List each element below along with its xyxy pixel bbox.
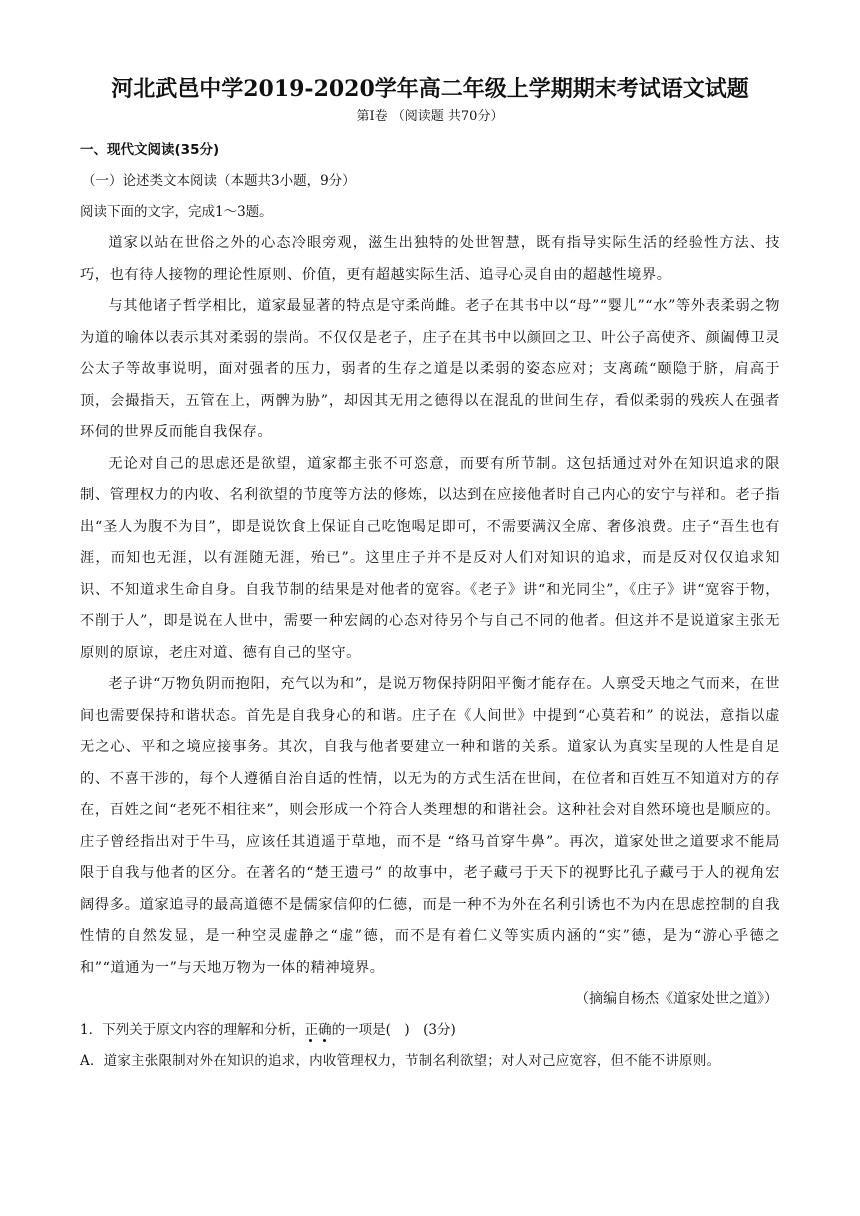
question-1-suffix: 的一项是( ) (3分) (331, 1022, 456, 1038)
section-heading: 一、现代文阅读(35分) (80, 142, 220, 158)
passage-source: （摘编自杨杰《道家处世之道》） (575, 991, 778, 1007)
exam-title: 河北武邑中学2019-2020学年高二年级上学期期末考试语文试题 (111, 76, 749, 102)
passage-paragraph-2: 与其他诸子哲学相比，道家最显著的特点是守柔尚雌。老子在其书中以“母”“婴儿”“水”等外表柔弱之物为道的喻体以表示其对柔弱的崇尚。不仅仅是老子，庄子在其书中以颜回之卫、叶公子高使齐、颜阖傅卫灵公太子等故事说明，面对强者的压力，弱者的生存之道是以柔弱的姿态应对；支离疏“颐隐于脐，肩高于顶，会撮指天，五管在上，两髀为胁”，却因其无用之德得以在混乱的世间生存，看似柔弱的残疾人在强者环伺的世界反而能自我保存。 (80, 298, 780, 440)
volume-subtitle: 第Ⅰ卷 （阅读题 共70分） (356, 109, 504, 124)
subsection-heading: （一）论述类文本阅读（本题共3小题，9分） (82, 173, 356, 189)
reading-instruction: 阅读下面的文字，完成1～3题。 (80, 204, 273, 220)
question-1-prefix: 1．下列关于原文内容的理解和分析， (80, 1022, 305, 1038)
passage (80, 228, 780, 1015)
exam-page (80, 72, 780, 1077)
question-1-stem (80, 1015, 780, 1046)
passage-paragraph-1: 道家以站在世俗之外的心态冷眼旁观，滋生出独特的处世智慧，既有指导实际生活的经验性方法、技巧，也有待人接物的理论性原则、价值，更有超越实际生活、追寻心灵自由的超越性境界。 (80, 235, 780, 283)
passage-paragraph-4: 老子讲“万物负阴而抱阳，充气以为和”，是说万物保持阴阳平衡才能存在。人禀受天地之气而来，在世间也需要保持和谐状态。首先是自我身心的和谐。庄子在《人间世》中提到“心莫若和” 的说法，意指以虚无之心、平和之境应接事务。其次，自我与他者要建立一种和谐的关系。道家认为真实呈现的人性是自足的、不喜干涉的，每个人遵循自治自适的性情，以无为的方式生活在世间，在位者和百姓互不知道对方的存在，百姓之间“老死不相往来”，则会形成一个符合人类理想的和谐社会。这种社会对自然环境也是顺应的。庄子曾经指出对于牛马，应该任其逍遥于草地，而不是 “络马首穿牛鼻”。再次，道家处世之道要求不能局限于自我与他者的区分。在著名的“楚王遗弓” 的故事中，老子藏弓于天下的视野比孔子藏弓于人的视角宏阔得多。道家追寻的最高道德不是儒家信仰的仁德，而是一种不为外在名利引诱也不为内在思虑控制的自我性情的自然发显，是一种空灵虚静之“虚”德，而不是有着仁义等实质内涵的“实”德，是为“游心乎德之和”“道通为一”与天地万物为一体的精神境界。 (80, 676, 780, 976)
emphasis-char-que: 确 (318, 1022, 332, 1038)
question-1-option-a: A．道家主张限制对外在知识的追求，内收管理权力，节制名利欲望；对人对己应宽容，但不能不讲原则。 (80, 1053, 721, 1069)
passage-paragraph-3: 无论对自己的思虑还是欲望，道家都主张不可恣意，而要有所节制。这包括通过对外在知识追求的限制、管理权力的内收、名利欲望的节度等方法的修炼，以达到在应接他者时自己内心的安宁与祥和。老子指出“圣人为腹不为目”，即是说饮食上保证自己吃饱喝足即可，不需要满汉全席、奢侈浪费。庄子“吾生也有涯，而知也无涯，以有涯随无涯，殆已”。这里庄子并不是反对人们对知识的追求，而是反对仅仅追求知识、不知道求生命自身。自我节制的结果是对他者的宽容。《老子》讲“和光同尘”，《庄子》讲“宽容于物，不削于人”，即是说在人世中，需要一种宏阔的心态对待另个与自己不同的他者。但这并不是说道家主张无原则的原谅，老庄对道、德有自己的坚守。 (80, 455, 780, 661)
emphasis-char-zheng: 正 (304, 1022, 319, 1038)
